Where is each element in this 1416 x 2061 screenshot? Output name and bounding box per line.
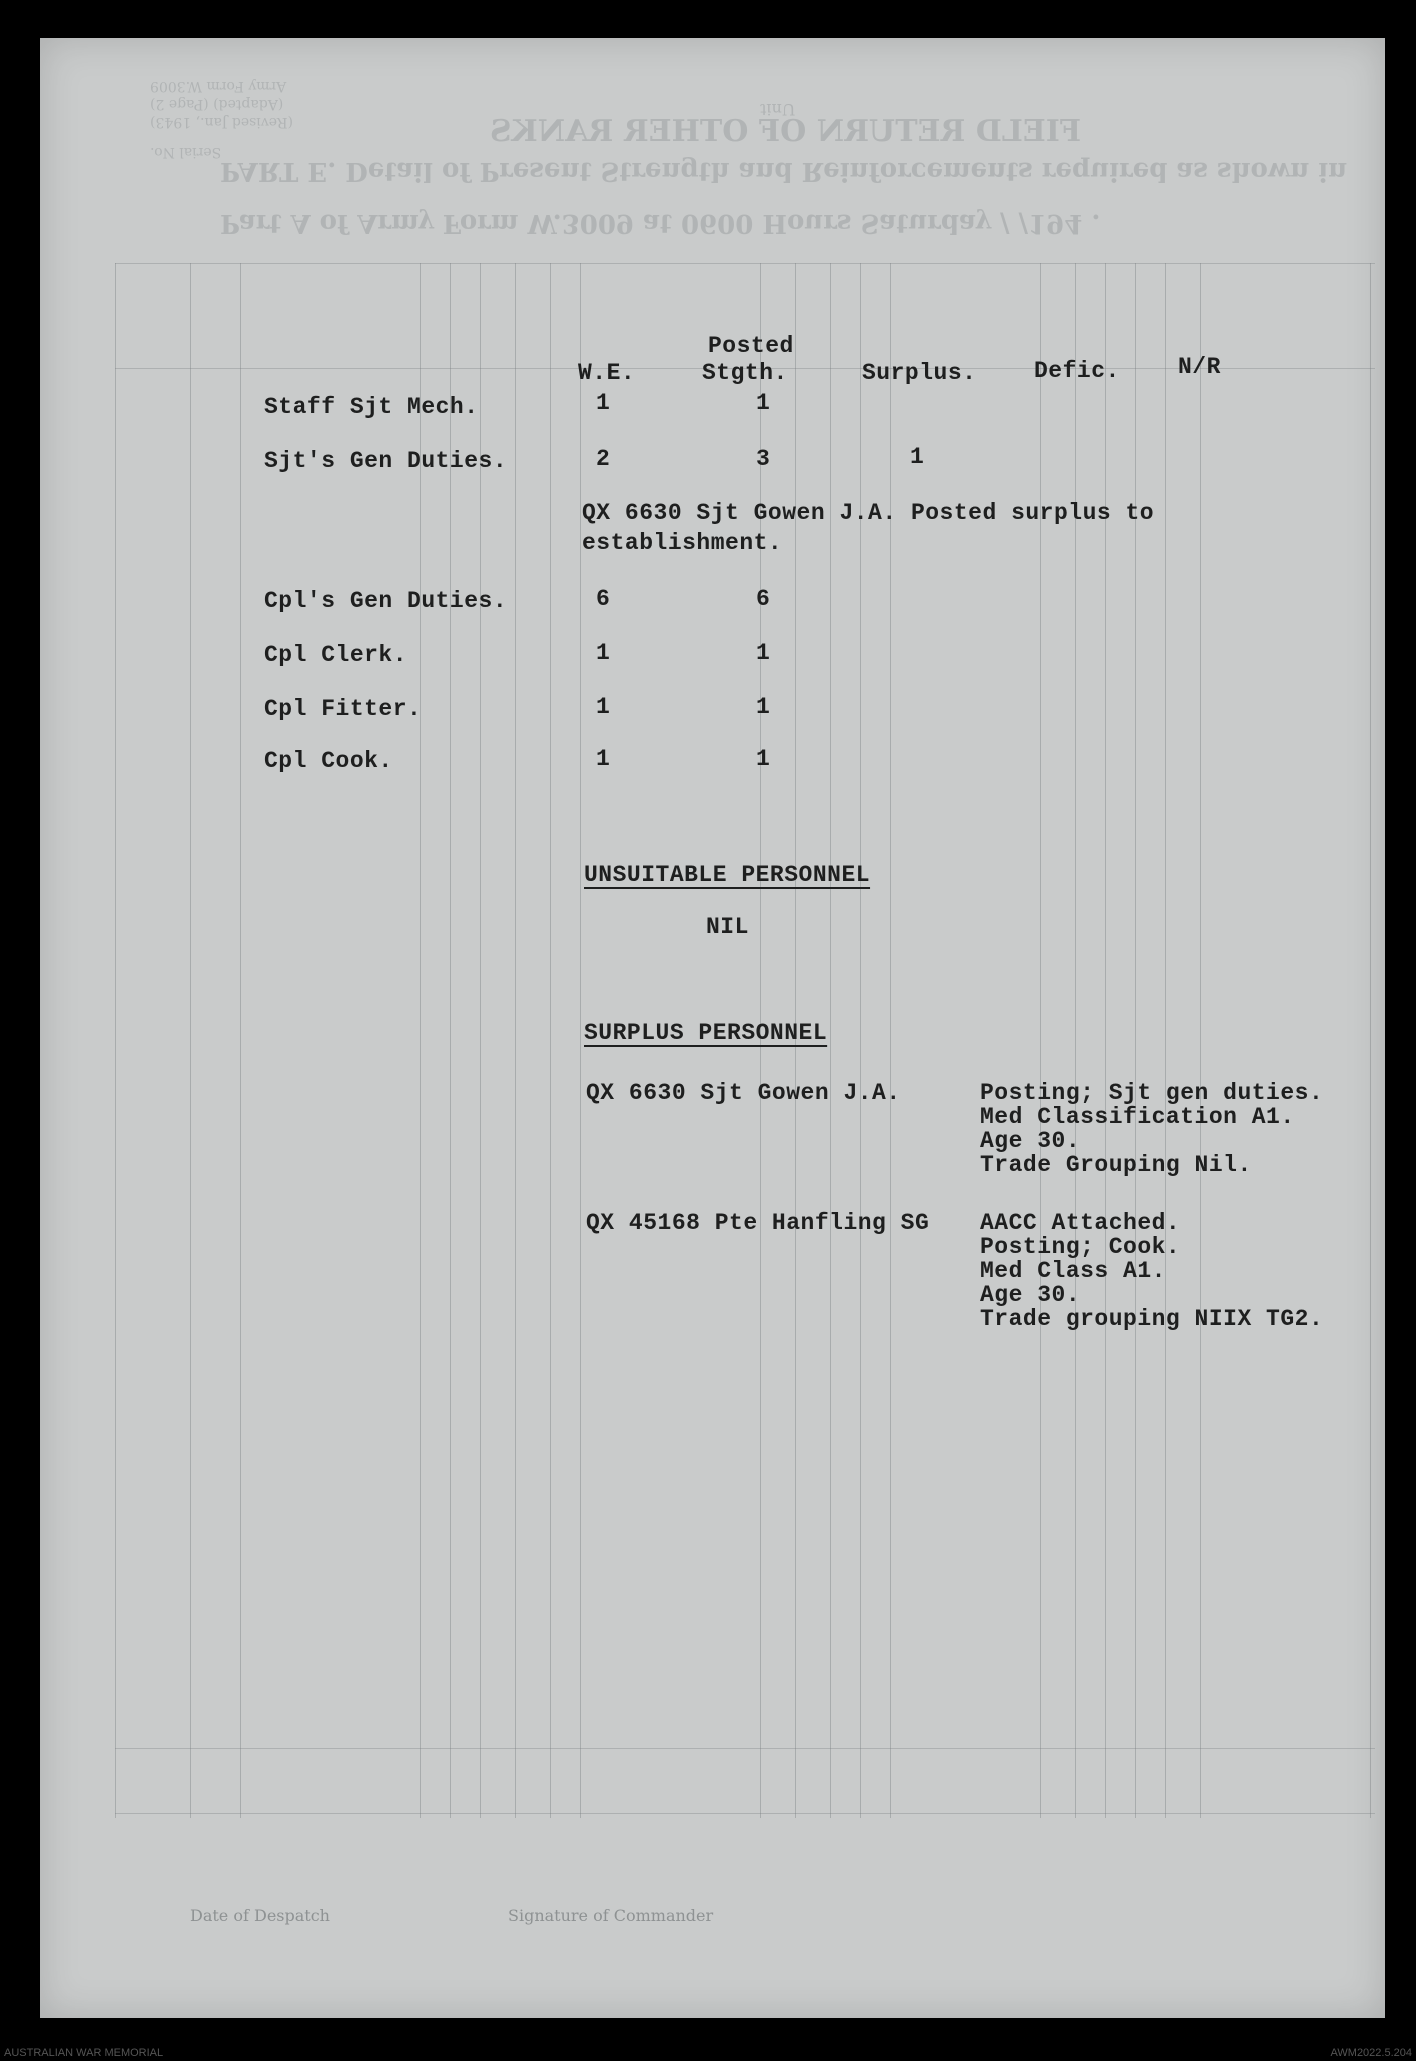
row-rank: Cpl Fitter. (264, 696, 422, 722)
surplus-person-2-id: QX 45168 Pte Hanfling SG (586, 1210, 930, 1236)
footer-date-despatch-label: Date of Despatch (190, 1906, 330, 1925)
surplus-person-2-detail: Age 30. (980, 1282, 1081, 1308)
row-rank: Sjt's Gen Duties. (264, 448, 508, 474)
row-we: 1 (596, 640, 611, 666)
row-rank: Cpl Clerk. (264, 642, 408, 668)
row-posted: 1 (756, 746, 771, 772)
row-rank: Cpl Cook. (264, 748, 393, 774)
row-we: 1 (596, 390, 611, 416)
row-posted: 1 (756, 640, 771, 666)
row-we: 6 (596, 586, 611, 612)
col-header-surplus: Surplus. (862, 360, 977, 386)
bleed-part-line2: Part A of Army Form W.3009 at 0600 Hours Saturday / /194 . (220, 208, 1101, 238)
row-posted: 3 (756, 446, 771, 472)
bleed-unit: Unit (760, 100, 796, 119)
archive-caption-right: AWM2022.5.204 (1330, 2047, 1412, 2059)
bleed-serial-no: Serial No. (150, 144, 222, 160)
surplus-person-1-id: QX 6630 Sjt Gowen J.A. (586, 1080, 901, 1106)
surplus-person-1-detail: Med Classification A1. (980, 1104, 1295, 1130)
form-sheet (40, 38, 1385, 2018)
bleed-header-title: FIELD RETURN OF OTHER RANKS (490, 114, 1082, 149)
unsuitable-value: NIL (706, 914, 749, 940)
bleed-form-revised: (Revised Jan., 1943) (150, 114, 293, 130)
col-header-posted-1: Posted (708, 333, 794, 359)
footer-signature-label: Signature of Commander (508, 1906, 714, 1925)
surplus-person-2-detail: Posting; Cook. (980, 1234, 1181, 1260)
archive-caption-left: AUSTRALIAN WAR MEMORIAL (4, 2047, 164, 2059)
row-rank: Staff Sjt Mech. (264, 394, 479, 420)
unsuitable-heading: UNSUITABLE PERSONNEL (584, 862, 871, 888)
surplus-person-2-detail: AACC Attached. (980, 1210, 1181, 1236)
surplus-heading: SURPLUS PERSONNEL (584, 1020, 828, 1046)
surplus-person-1-detail: Trade Grouping Nil. (980, 1152, 1252, 1178)
row-posted: 1 (756, 390, 771, 416)
col-header-posted-2: Stgth. (702, 360, 788, 386)
row-rank: Cpl's Gen Duties. (264, 588, 508, 614)
bleed-form-no: Army Form W.3009 (150, 78, 287, 94)
col-header-nr: N/R (1178, 354, 1221, 380)
bleed-form-adapted: (Adapted) (Page 2) (150, 96, 284, 112)
bleed-part-line1: PART E. Detail of Present Strength and Reinforcements required as shown in (220, 156, 1348, 186)
row-we: 1 (596, 694, 611, 720)
row-posted: 1 (756, 694, 771, 720)
col-header-defic: Defic. (1034, 358, 1120, 384)
surplus-person-1-detail: Age 30. (980, 1128, 1081, 1154)
surplus-person-2-detail: Med Class A1. (980, 1258, 1166, 1284)
row-posted: 6 (756, 586, 771, 612)
surplus-note-line1: QX 6630 Sjt Gowen J.A. Posted surplus to (582, 500, 1155, 526)
surplus-person-2-detail: Trade grouping NIIX TG2. (980, 1306, 1324, 1332)
row-we: 1 (596, 746, 611, 772)
surplus-person-1-detail: Posting; Sjt gen duties. (980, 1080, 1324, 1106)
row-surplus: 1 (910, 444, 925, 470)
col-header-we: W.E. (578, 360, 636, 386)
row-we: 2 (596, 446, 611, 472)
surplus-note-line2: establishment. (582, 530, 783, 556)
